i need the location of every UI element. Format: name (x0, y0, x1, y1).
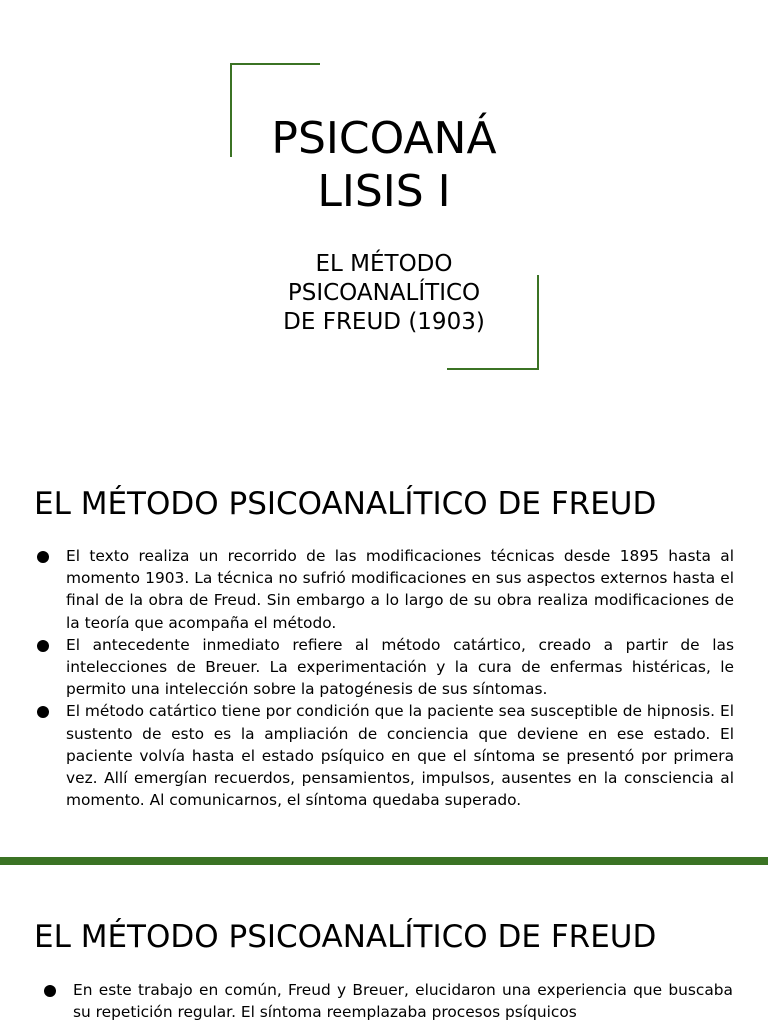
bullet-text: En este trabajo en común, Freud y Breuer, elucidaron una experiencia que buscaba su repetición regular. El síntoma reemplazaba procesos psíquicos (73, 981, 733, 1022)
title-line-2: LISIS I (317, 166, 451, 217)
title-line-1: PSICOANÁ (271, 113, 497, 164)
content-slide-2 (0, 865, 768, 1024)
bullet-item (34, 634, 734, 701)
slide-heading: EL MÉTODO PSICOANALÍTICO DE FREUD (34, 486, 657, 522)
subtitle-line-1: EL MÉTODO (315, 251, 453, 277)
bullet-list (34, 545, 734, 811)
bullet-text: El antecedente inmediato refiere al método catártico, creado a partir de las intelecciones de Breuer. La experimentación y la cura de enfermas histéricas, le permito una intelección sobre la patogénesis de sus síntomas. (66, 635, 734, 699)
bullet-dot-icon (37, 706, 49, 718)
bullet-item (34, 545, 734, 634)
title-slide (0, 0, 768, 430)
content-slide-1 (0, 430, 768, 857)
bullet-dot-icon (44, 985, 56, 997)
subtitle-line-3: DE FREUD (1903) (283, 309, 485, 335)
bullet-item (41, 979, 733, 1023)
corner-bracket-bottom-right (447, 275, 539, 370)
presentation-title (234, 112, 534, 218)
subtitle-line-2: PSICOANALÍTICO (287, 280, 481, 306)
bullet-dot-icon (37, 551, 49, 563)
bullet-item (34, 700, 734, 811)
bullet-dot-icon (37, 640, 49, 652)
bullet-text: El método catártico tiene por condición que la paciente sea susceptible de hipnosis. El sustento de esto es la ampliación de conciencia que deviene en ese estado. El paciente volvía hasta el estado psíquico en que el síntoma se presentó por primera vez. Allí emergían recuerdos, pensamientos, impulsos, ausentes en la consciencia al momento. Al comunicarnos, el síntoma quedaba superado. (66, 702, 734, 810)
slide-heading: EL MÉTODO PSICOANALÍTICO DE FREUD (34, 919, 657, 955)
bullet-list (41, 979, 733, 1023)
slide-divider (0, 857, 768, 865)
bullet-text: El texto realiza un recorrido de las modificaciones técnicas desde 1895 hasta al momento 1903. La técnica no sufrió modificaciones en sus aspectos externos hasta el final de la obra de Freud. Sin embargo a lo largo de su obra realiza modificaciones de la teoría que acompaña el método. (66, 547, 734, 632)
